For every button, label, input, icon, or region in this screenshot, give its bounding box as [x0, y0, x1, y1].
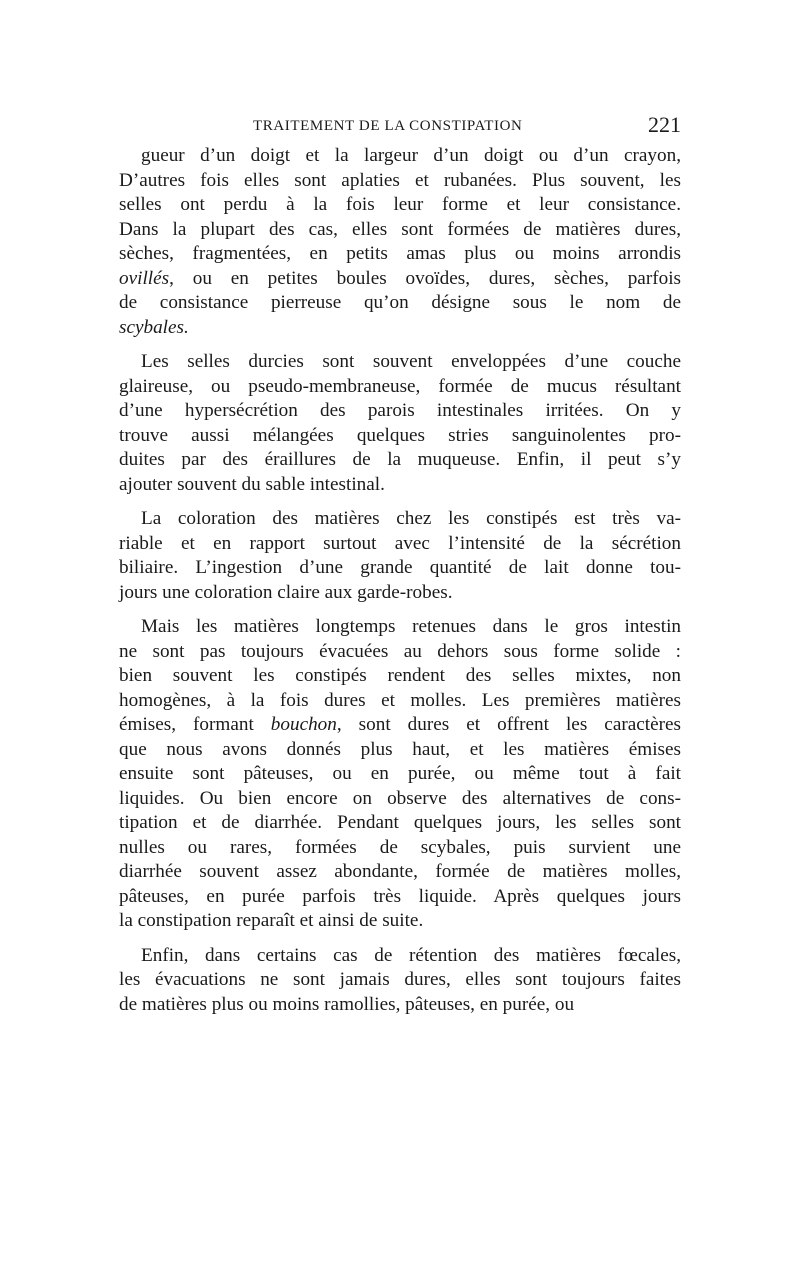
text-line: Dans la plupart des cas, elles sont formées de matières dures, [119, 218, 681, 240]
text-body [119, 144, 681, 1017]
book-page [119, 112, 681, 1017]
text-line: pâteuses, en purée parfois très liquide. Après quelques jours [119, 885, 681, 907]
text-line [119, 316, 681, 341]
page-number: 221 [648, 112, 681, 137]
text-line: nulles ou rares, formées de scybales, puis survient une [119, 836, 681, 858]
text-line: ne sont pas toujours évacuées au dehors sous forme solide : [119, 640, 681, 662]
text-line: Mais les matières longtemps retenues dans le gros intestin [141, 616, 681, 637]
text-line: tipation et de diarrhée. Pendant quelques jours, les selles sont [119, 812, 681, 833]
paragraph [119, 144, 681, 340]
text-line: émises, formant bouchon, sont dures et offrent les caractères [119, 714, 681, 735]
italic-term: ovillés [119, 267, 170, 289]
text-line: ajouter souvent du sable intestinal. [119, 473, 385, 495]
text-line: biliaire. L’ingestion d’une grande quantité de lait donne tou- [119, 557, 681, 578]
text-line: de consistance pierreuse qu’on désigne sous le nom de [119, 292, 681, 313]
paragraph [119, 944, 681, 1018]
italic-term: scybales. [119, 316, 189, 338]
text-line: que nous avons donnés plus haut, et les matières émises [119, 738, 681, 760]
text-line: de matières plus ou moins ramollies, pâteuses, en purée, ou [119, 993, 575, 1015]
text-line: duites par des éraillures de la muqueuse. Enfin, il peut s’y [119, 449, 681, 470]
paragraph [119, 615, 681, 934]
text-line: trouve aussi mélangées quelques stries sanguinolentes pro- [119, 424, 681, 446]
italic-term: bouchon [270, 714, 337, 735]
text-line: diarrhée souvent assez abondante, formée de matières molles, [119, 861, 681, 882]
text-line: D’autres fois elles sont aplaties et rubanées. Plus souvent, les [119, 169, 681, 191]
running-head [119, 112, 681, 140]
paragraph [119, 350, 681, 497]
text-line: glaireuse, ou pseudo-membraneuse, formée de mucus résultant [119, 375, 681, 397]
text-line: ovillés, ou en petites boules ovoïdes, dures, sèches, parfois [119, 267, 681, 289]
text-line: les évacuations ne sont jamais dures, elles sont toujours faites [119, 969, 681, 990]
text-line: Les selles durcies sont souvent enveloppées d’une couche [141, 351, 681, 372]
text-line: liquides. Ou bien encore on observe des alternatives de cons- [119, 787, 681, 809]
text-line: La coloration des matières chez les constipés est très va- [141, 508, 681, 529]
text-line: Enfin, dans certains cas de rétention des matières fœcales, [141, 944, 681, 966]
text-line: jours une coloration claire aux garde-robes. [119, 581, 453, 603]
text-line: d’une hypersécrétion des parois intestinales irritées. On y [119, 400, 681, 421]
text-line: sèches, fragmentées, en petits amas plus ou moins arrondis [119, 243, 681, 264]
text-line: riable et en rapport surtout avec l’intensité de la sécrétion [119, 532, 681, 554]
text-line: homogènes, à la fois dures et molles. Les premières matières [119, 689, 681, 711]
running-title: TRAITEMENT DE LA CONSTIPATION [253, 118, 523, 134]
text-line: ensuite sont pâteuses, ou en purée, ou même tout à fait [119, 763, 681, 784]
text-line: bien souvent les constipés rendent des selles mixtes, non [119, 665, 681, 686]
paragraph [119, 507, 681, 605]
text-line: la constipation reparaît et ainsi de suite. [119, 910, 424, 931]
text-line: selles ont perdu à la fois leur forme et leur consistance. [119, 194, 681, 215]
text-line: gueur d’un doigt et la largeur d’un doigt ou d’un crayon, [141, 145, 681, 166]
